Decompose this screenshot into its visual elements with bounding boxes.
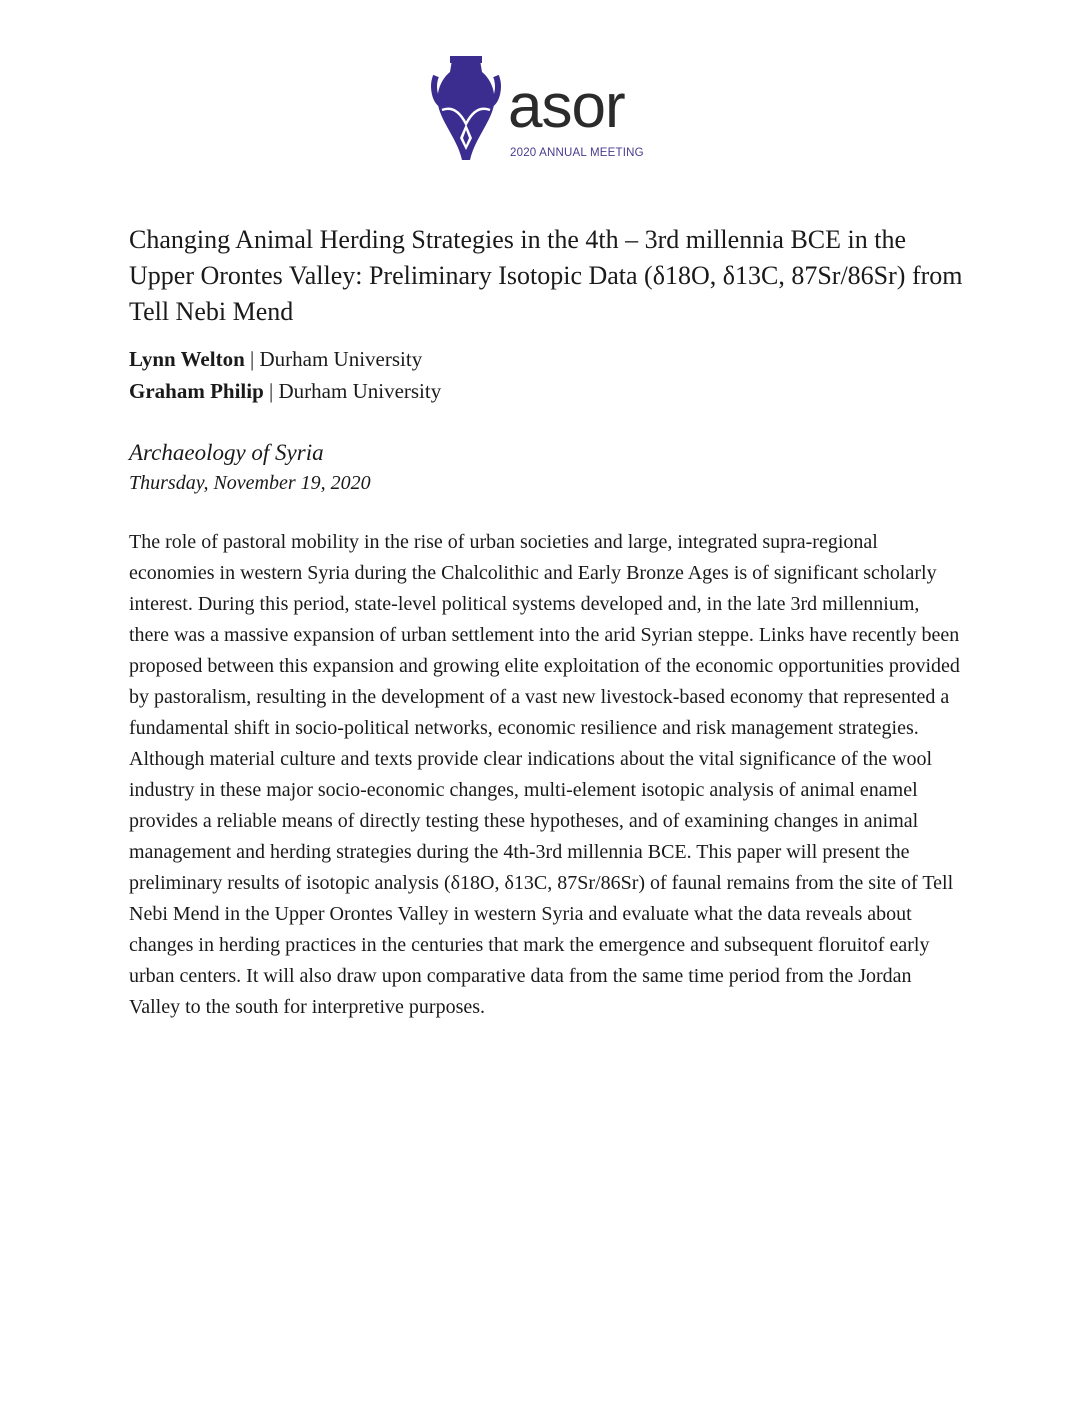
author-list	[129, 343, 929, 407]
session-date: Thursday, November 19, 2020	[129, 472, 371, 494]
asor-logo	[430, 50, 660, 170]
session-name: Archaeology of Syria	[129, 440, 324, 465]
author-name: Lynn Welton	[129, 347, 245, 371]
author-separator: |	[244, 347, 260, 371]
logo-subtitle: 2020 ANNUAL MEETING	[510, 147, 644, 159]
abstract-text: The role of pastoral mobility in the rise of urban societies and large, integrated supra-regional economies in western Syria during the Chalcolithic and Early Bronze Ages is of significant scholarly interest. During this period, state-level political systems developed and, in the late 3rd millennium, there was a massive expansion of urban settlement into the arid Syrian steppe. Links have recently been proposed between this expansion and growing elite exploitation of the economic opportunities provided by pastoralism, resulting in the development of a vast new livestock-based economy that represented a fundamental shift in socio-political networks, economic resilience and risk management strategies. Although material culture and texts provide clear indications about the vital significance of the wool industry in these major socio-economic changes, multi-element isotopic analysis of animal enamel provides a reliable means of directly testing these hypotheses, and of examining changes in animal management and herding strategies during the 4th-3rd millennia BCE. This paper will present the preliminary results of isotopic analysis (δ18O, δ13C, 87Sr/86Sr) of faunal remains from the site of Tell Nebi Mend in the Upper Orontes Valley in western Syria and evaluate what the data reveals about changes in herding practices in the centuries that mark the emergence and subsequent floruitof early urban centers. It will also draw upon comparative data from the same time period from the Jordan Valley to the south for interpretive purposes.	[129, 531, 960, 1018]
author-affiliation: Durham University	[259, 347, 423, 371]
paper-title: Changing Animal Herding Strategies in the 4th – 3rd millennia BCE in the Upper Orontes Valley: Preliminary Isotopic Data (δ18O, δ13C, 87Sr/86Sr) from Tell Nebi Mend	[129, 225, 963, 326]
author-line	[129, 343, 929, 375]
author-name: Graham Philip	[129, 379, 264, 403]
session-info	[129, 437, 929, 499]
author-affiliation: Durham University	[278, 379, 442, 403]
author-line	[129, 375, 929, 407]
logo-wordmark: asor	[508, 72, 625, 141]
author-separator: |	[263, 379, 279, 403]
amphora-icon	[430, 50, 502, 170]
